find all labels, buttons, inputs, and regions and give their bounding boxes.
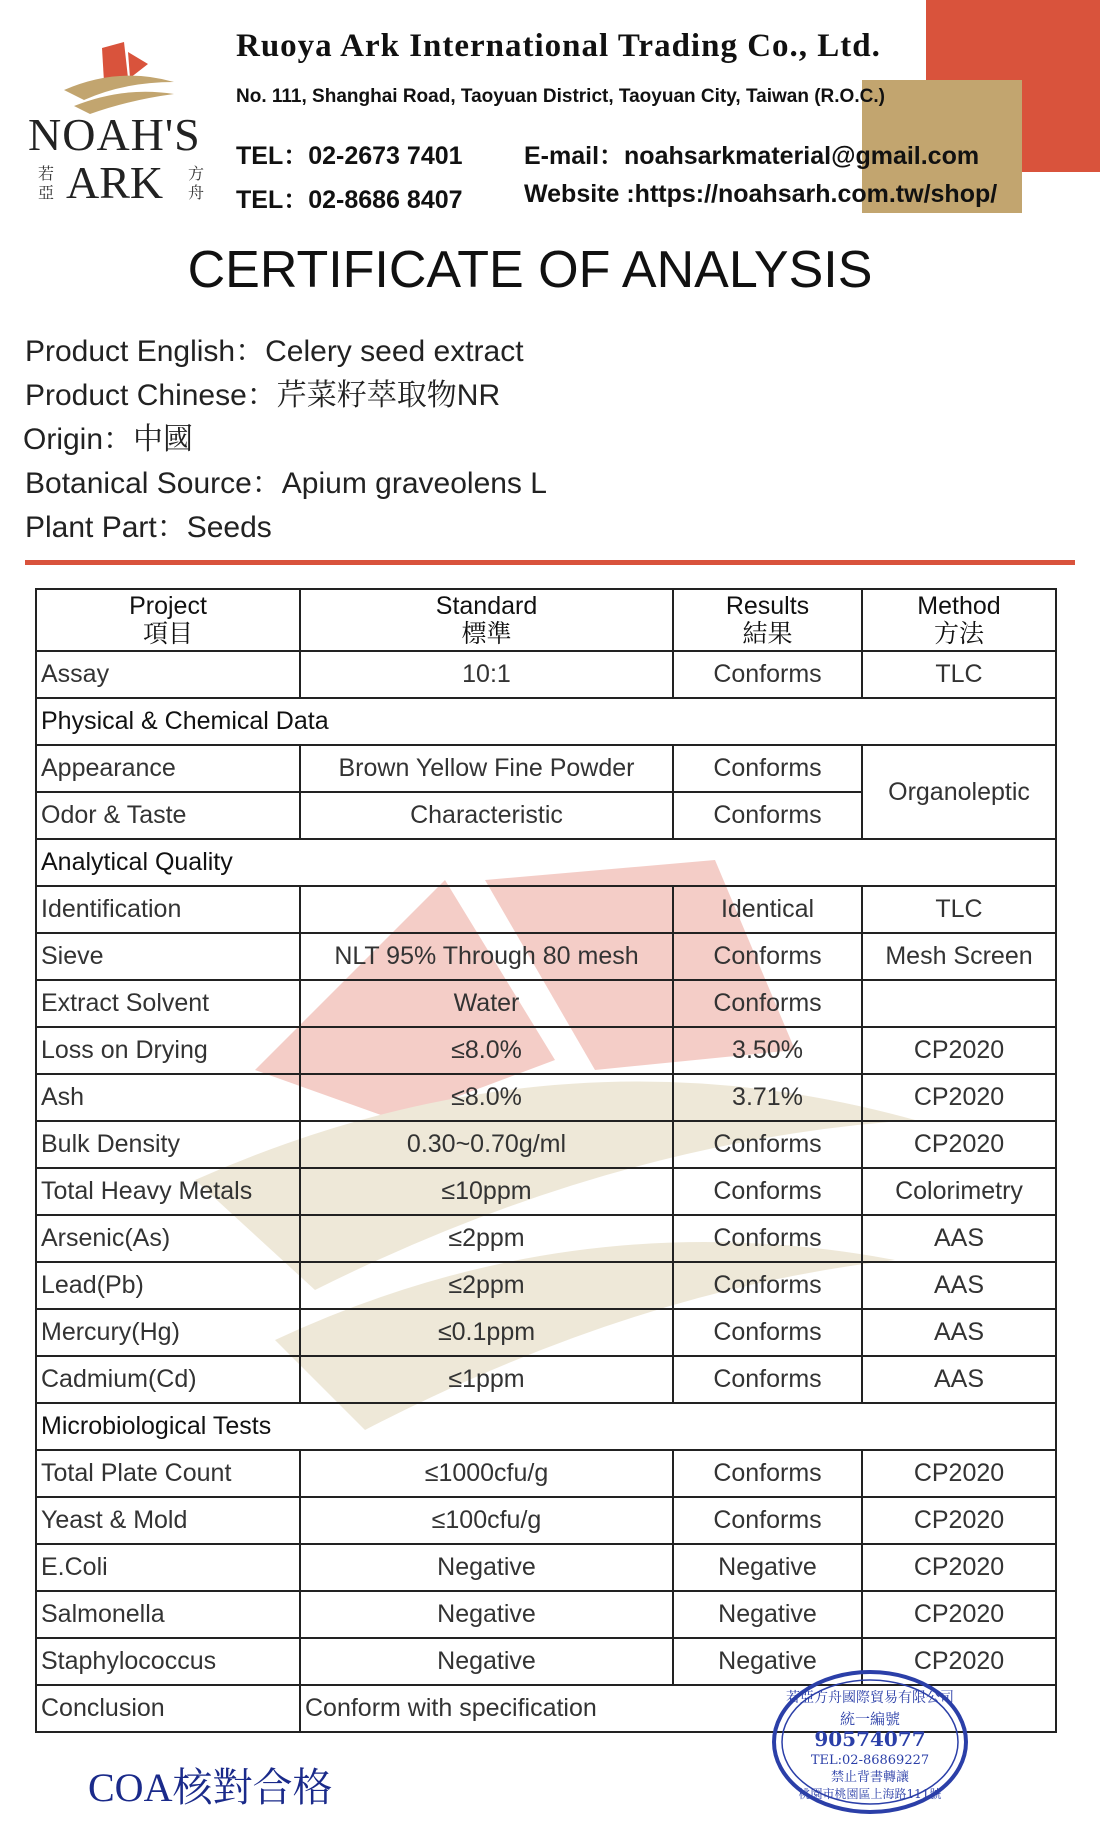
cell-standard: ≤1000cfu/g	[300, 1450, 673, 1497]
cell-result: Conforms	[673, 1497, 862, 1544]
cell-standard: ≤0.1ppm	[300, 1309, 673, 1356]
cell-standard: Negative	[300, 1638, 673, 1685]
table-header-row	[36, 589, 1056, 651]
plant-part: Plant Part：Seeds	[25, 511, 272, 544]
table-row	[36, 1450, 1056, 1497]
cell-result: Conforms	[673, 745, 862, 792]
header-project: Project 項目	[36, 589, 300, 651]
cell-item: Staphylococcus	[36, 1638, 300, 1685]
cell-method: Colorimetry	[862, 1168, 1056, 1215]
svg-text:90574077: 90574077	[814, 1727, 926, 1751]
cell-item: Loss on Drying	[36, 1027, 300, 1074]
cell-result: Conforms	[673, 1168, 862, 1215]
svg-text:統一編號: 統一編號	[839, 1710, 901, 1728]
cell-method: CP2020	[862, 1591, 1056, 1638]
cell-item: E.Coli	[36, 1544, 300, 1591]
section-row	[36, 839, 1056, 886]
section-microbiological: Microbiological Tests	[36, 1403, 1056, 1450]
phone-2: TEL：02-8686 8407	[236, 186, 463, 214]
section-analytical-quality: Analytical Quality	[36, 839, 1056, 886]
cell-item: Total Plate Count	[36, 1450, 300, 1497]
cell-item: Lead(Pb)	[36, 1262, 300, 1309]
header-divider	[25, 560, 1075, 565]
page-title: CERTIFICATE OF ANALYSIS	[187, 241, 873, 299]
company-name: Ruoya Ark International Trading Co., Ltd.	[236, 28, 881, 64]
section-row	[36, 1403, 1056, 1450]
table-row	[36, 1544, 1056, 1591]
table-row	[36, 1121, 1056, 1168]
cell-item: Salmonella	[36, 1591, 300, 1638]
cell-method: AAS	[862, 1215, 1056, 1262]
cell-method: TLC	[862, 651, 1056, 698]
cell-result: Conforms	[673, 651, 862, 698]
table-row	[36, 1262, 1056, 1309]
table-row	[36, 980, 1056, 1027]
cell-result: Conforms	[673, 1215, 862, 1262]
cell-result: Conforms	[673, 933, 862, 980]
table-row	[36, 933, 1056, 980]
cell-method: AAS	[862, 1356, 1056, 1403]
logo-chinese-left: 若亞	[38, 164, 55, 202]
cell-standard: ≤8.0%	[300, 1074, 673, 1121]
cell-standard: 10:1	[300, 651, 673, 698]
table-row	[36, 1591, 1056, 1638]
header-method: Method 方法	[862, 589, 1056, 651]
cell-item: Cadmium(Cd)	[36, 1356, 300, 1403]
cell-method: CP2020	[862, 1450, 1056, 1497]
cell-result: Negative	[673, 1544, 862, 1591]
analysis-table	[35, 588, 1057, 1733]
cell-method: AAS	[862, 1262, 1056, 1309]
cell-standard: 0.30~0.70g/ml	[300, 1121, 673, 1168]
cell-standard: Negative	[300, 1544, 673, 1591]
logo-chinese-right: 方舟	[188, 164, 205, 202]
company-address: No. 111, Shanghai Road, Taoyuan District, Taoyuan City, Taiwan (R.O.C.)	[236, 86, 885, 107]
svg-text:若亞方舟國際貿易有限公司: 若亞方舟國際貿易有限公司	[786, 1690, 954, 1706]
table-row	[36, 1215, 1056, 1262]
cell-method	[862, 980, 1056, 1027]
cell-standard: Negative	[300, 1591, 673, 1638]
cell-item: Sieve	[36, 933, 300, 980]
cell-result: Identical	[673, 886, 862, 933]
email-address: E-mail：noahsarkmaterial@gmail.com	[524, 142, 980, 170]
cell-result: Negative	[673, 1591, 862, 1638]
table-row	[36, 651, 1056, 698]
section-physical-chemical: Physical & Chemical Data	[36, 698, 1056, 745]
handwritten-approval-note: COA核對合格	[88, 1765, 333, 1810]
cell-item: Ash	[36, 1074, 300, 1121]
cell-item: Mercury(Hg)	[36, 1309, 300, 1356]
cell-standard: ≤8.0%	[300, 1027, 673, 1074]
cell-standard: ≤100cfu/g	[300, 1497, 673, 1544]
cell-result: Conforms	[673, 1262, 862, 1309]
phone-1: TEL：02-2673 7401	[236, 142, 463, 170]
cell-method: CP2020	[862, 1027, 1056, 1074]
product-chinese: Product Chinese：芹菜籽萃取物NR	[25, 379, 501, 412]
cell-result: Conforms	[673, 1309, 862, 1356]
cell-result: 3.71%	[673, 1074, 862, 1121]
botanical-source: Botanical Source：Apium graveolens L	[25, 467, 547, 500]
cell-item: Extract Solvent	[36, 980, 300, 1027]
cell-result: Conforms	[673, 980, 862, 1027]
svg-text:禁止背書轉讓: 禁止背書轉讓	[830, 1770, 910, 1785]
cell-conclusion-value: Conform with specification	[300, 1685, 1056, 1732]
cell-result: Negative	[673, 1638, 862, 1685]
cell-method: CP2020	[862, 1497, 1056, 1544]
cell-item: Arsenic(As)	[36, 1215, 300, 1262]
cell-standard: Water	[300, 980, 673, 1027]
table-row	[36, 1309, 1056, 1356]
cell-standard: Characteristic	[300, 792, 673, 839]
table-row	[36, 1027, 1056, 1074]
cell-item: Total Heavy Metals	[36, 1168, 300, 1215]
cell-standard	[300, 886, 673, 933]
cell-item: Bulk Density	[36, 1121, 300, 1168]
header-results: Results 結果	[673, 589, 862, 651]
cell-item: Appearance	[36, 745, 300, 792]
cell-standard: ≤2ppm	[300, 1262, 673, 1309]
logo-wordmark-noahs: NOAH'S	[28, 109, 201, 160]
cell-method: TLC	[862, 886, 1056, 933]
cell-method: CP2020	[862, 1638, 1056, 1685]
table-row	[36, 886, 1056, 933]
table-row	[36, 1497, 1056, 1544]
svg-text:TEL:02-86869227: TEL:02-86869227	[810, 1753, 930, 1768]
cell-standard: ≤10ppm	[300, 1168, 673, 1215]
cell-standard: Brown Yellow Fine Powder	[300, 745, 673, 792]
cell-method: AAS	[862, 1309, 1056, 1356]
cell-item: Assay	[36, 651, 300, 698]
section-row	[36, 698, 1056, 745]
svg-text:桃園市桃園區上海路111號: 桃園市桃園區上海路111號	[798, 1787, 942, 1801]
cell-standard: ≤2ppm	[300, 1215, 673, 1262]
cell-standard: ≤1ppm	[300, 1356, 673, 1403]
cell-method: CP2020	[862, 1544, 1056, 1591]
table-row	[36, 1356, 1056, 1403]
logo-wordmark-ark: ARK	[66, 157, 164, 208]
product-origin: Origin：中國	[23, 423, 194, 456]
table-row	[36, 745, 1056, 792]
cell-standard: NLT 95% Through 80 mesh	[300, 933, 673, 980]
cell-method: CP2020	[862, 1121, 1056, 1168]
cell-conclusion-label: Conclusion	[36, 1685, 300, 1732]
table-row	[36, 1168, 1056, 1215]
cell-result: Conforms	[673, 792, 862, 839]
cell-method: CP2020	[862, 1074, 1056, 1121]
cell-result: 3.50%	[673, 1027, 862, 1074]
cell-item: Yeast & Mold	[36, 1497, 300, 1544]
cell-method: Mesh Screen	[862, 933, 1056, 980]
header-standard: Standard 標準	[300, 589, 673, 651]
cell-method-organoleptic: Organoleptic	[862, 745, 1056, 839]
cell-result: Conforms	[673, 1121, 862, 1168]
website-url: Website :https://noahsarh.com.tw/shop/	[524, 180, 998, 208]
company-seal-stamp	[770, 1668, 970, 1816]
cell-item: Identification	[36, 886, 300, 933]
cell-result: Conforms	[673, 1450, 862, 1497]
cell-item: Odor & Taste	[36, 792, 300, 839]
table-row	[36, 1074, 1056, 1121]
cell-result: Conforms	[673, 1356, 862, 1403]
product-english: Product English：Celery seed extract	[25, 335, 524, 368]
